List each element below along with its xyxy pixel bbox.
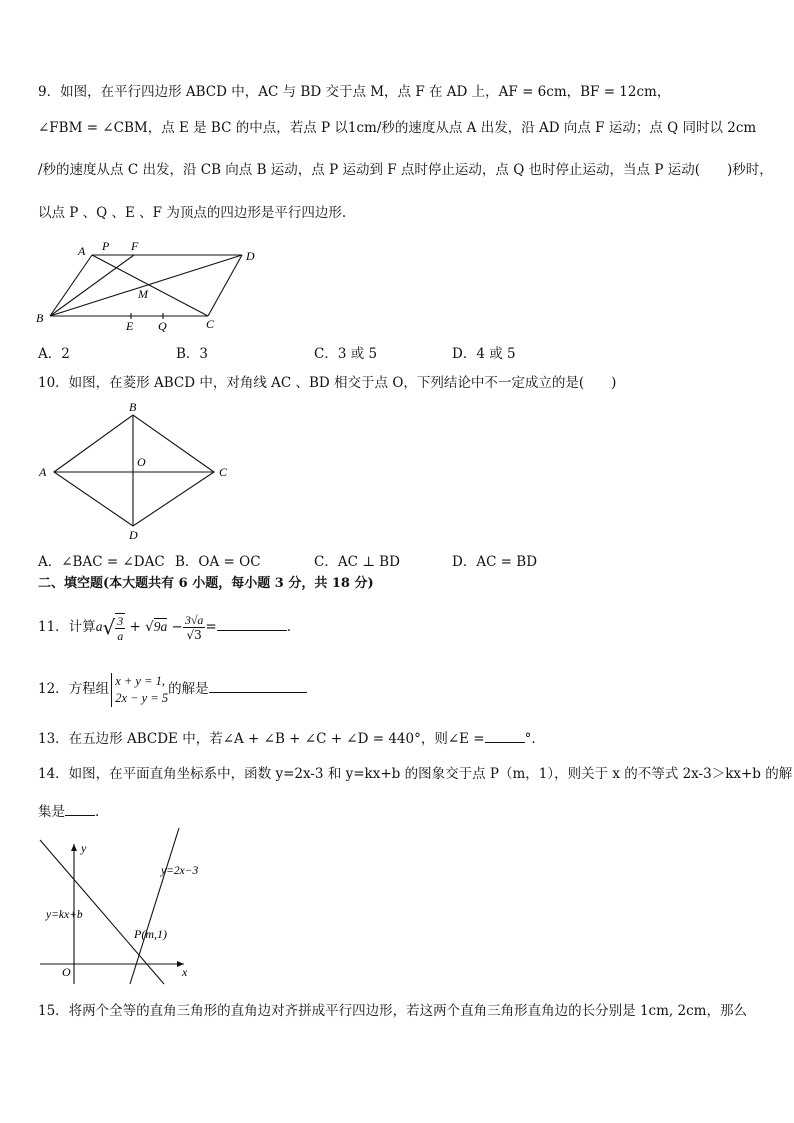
q14-origin-label: O [62,965,71,979]
q11-frac-den: √3 [186,628,202,642]
q11-sqrt2: 9a [153,619,168,634]
q10-rhombus-figure [30,400,250,542]
q11-sqrt1-den: a [117,628,124,643]
q11-prefix: 11．计算 [38,619,96,635]
q11-suffix: . [286,619,292,635]
q9-label-B: B [36,311,44,325]
q9-label-C: C [206,317,215,331]
q10-option-c[interactable]: C．AC ⊥ BD [314,554,400,570]
q9-line2: ∠FBM = ∠CBM，点 E 是 BC 的中点，若点 P 以1cm/秒的速度从点 A 出发，沿 AD 向点 F 运动；点 Q 同时以 2cm [38,120,757,136]
q11-answer-blank[interactable] [217,616,287,631]
q14-line2-text: 集是 [38,804,65,820]
q13-suffix: °. [524,731,536,747]
q9-label-E: E [126,319,134,333]
q9-option-d[interactable]: D．4 或 5 [452,346,516,362]
q12-answer-blank[interactable] [209,678,307,693]
q12-suffix: 的解是 [168,681,209,697]
q11-frac-num: 3√a [184,613,204,627]
q10-option-b[interactable]: B．OA = OC [175,554,261,570]
q10-label-O: O [137,455,146,469]
q12-prefix: 12．方程组 [38,681,110,697]
q9-option-c[interactable]: C．3 或 5 [314,346,378,362]
q9-label-Q: Q [158,319,167,333]
q10-label-D: D [129,528,138,542]
q9-label-F: F [131,239,139,253]
q14-x-axis-label: x [182,965,188,979]
q11-a: a [95,619,103,634]
q12-eq1: x + y = 1, [115,673,166,688]
q14-y-axis-label: y [81,841,87,855]
q12-line [38,670,307,708]
section-heading: 二、填空题(本大题共有 6 小题，每小题 3 分，共 18 分) [38,576,374,591]
q10-label-A: A [39,465,47,479]
q9-option-a[interactable]: A．2 [38,346,70,362]
q13-text: 13．在五边形 ABCDE 中，若∠A + ∠B + ∠C + ∠D = 440°，则∠E = [38,731,485,747]
q9-label-M: M [138,287,148,301]
q11-minus: − [171,619,183,635]
q14-line2-label: y=kx+b [46,909,83,921]
q15-text: 15．将两个全等的直角三角形的直角边对齐拼成平行四边形，若这两个直角三角形直角边的长分别是 1cm, 2cm，那么 [38,1003,747,1019]
q9-line1: 9．如图，在平行四边形 ABCD 中，AC 与 BD 交于点 M，点 F 在 AD 上，AF = 6cm，BF = 12cm， [38,84,671,100]
q11-equals: = [205,619,217,635]
q14-line2 [38,801,99,822]
q10-option-d[interactable]: D．AC = BD [452,554,538,570]
q14-answer-blank[interactable] [65,801,95,816]
q11-plus: + [129,619,141,635]
q10-label-B: B [129,400,137,414]
q12-eq2: 2x − y = 5 [115,690,169,705]
q11-sqrt1-num: 3 [117,613,124,628]
q9-option-b[interactable]: B．3 [176,346,209,362]
q9-label-P: P [102,239,110,253]
q14-point-label: P(m,1) [134,927,167,941]
q14-graph-figure [36,826,208,986]
q14-suffix: . [95,804,100,820]
q10-text: 10．如图，在菱形 ABCD 中，对角线 AC 、BD 相交于点 O，下列结论中不一定成立的是( ) [38,375,617,391]
q9-line3: /秒的速度从点 C 出发，沿 CB 向点 B 运动，点 P 运动到 F 点时停止运动，点 Q 也时停止运动，当点 P 运动( )秒时， [38,162,773,178]
q14-line1-label: y=2x−3 [161,865,199,877]
q13-line [38,728,536,749]
q9-label-A: A [78,244,86,258]
q9-line4: 以点 P 、Q 、E 、F 为顶点的四边形是平行四边形. [38,205,347,221]
q11-line: 11．计算a√ $\frac{3}{a}$ + √9a − $\frac{3√a}{√3}$ = . [38,613,292,643]
q9-parallelogram-figure [30,238,270,338]
q10-option-a[interactable]: A．∠BAC = ∠DAC [38,554,165,570]
q9-label-D: D [246,249,255,263]
q13-answer-blank[interactable] [485,728,525,743]
q14-line1: 14．如图，在平面直角坐标系中，函数 y=2x-3 和 y=kx+b 的图象交于点 P（m，1），则关于 x 的不等式 2x-3＞kx+b 的解 [38,766,793,782]
q10-label-C: C [219,465,228,479]
